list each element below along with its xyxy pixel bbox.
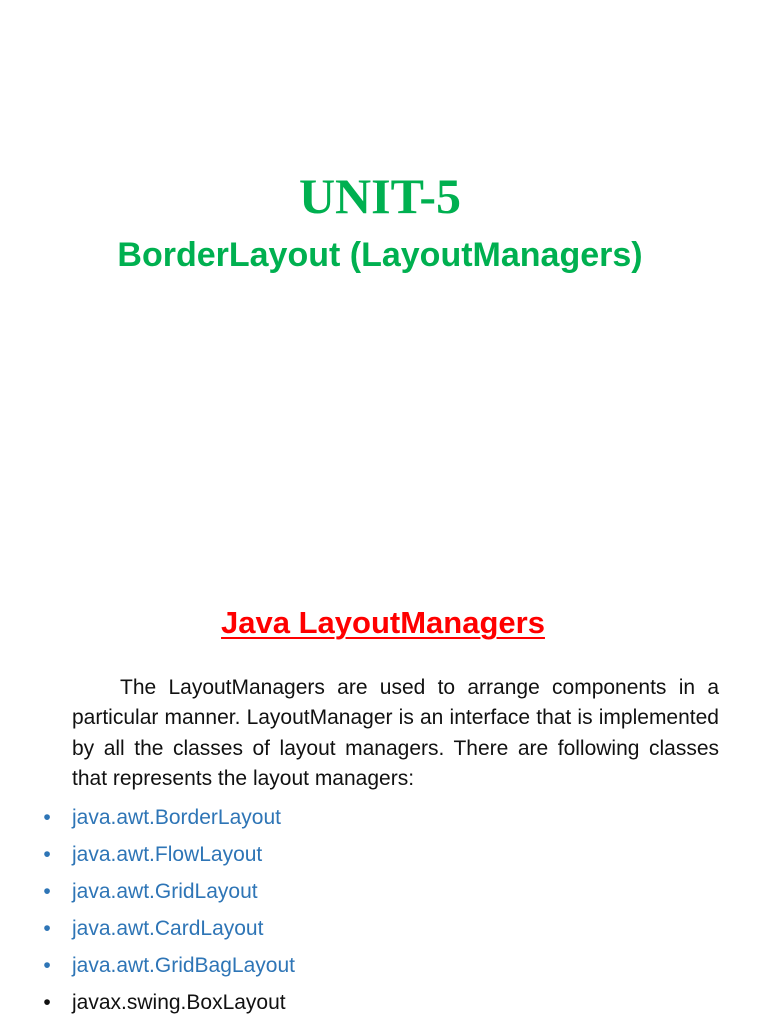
bullet-icon: • (43, 806, 51, 829)
list-item-label: java.awt.BorderLayout (72, 806, 281, 829)
list-item (40, 873, 740, 910)
list-item-label: java.awt.CardLayout (72, 917, 264, 940)
section-heading-text: Java LayoutManagers (221, 605, 545, 640)
unit-title: UNIT-5 (298, 168, 462, 224)
bullet-icon: • (43, 880, 51, 903)
list-item (40, 910, 740, 947)
bullet-icon: • (43, 843, 51, 866)
list-item (40, 984, 740, 1021)
intro-paragraph: The LayoutManagers are used to arrange components in a particular manner. LayoutManager is an interface that is implemented by all the classes of layout managers. There are following classes that represents the layout managers: (72, 676, 719, 790)
bullet-icon: • (43, 917, 51, 940)
bullet-icon: • (43, 991, 51, 1014)
list-item-label: java.awt.FlowLayout (72, 843, 263, 866)
list-item-label: javax.swing.BoxLayout (72, 991, 286, 1014)
list-item (40, 947, 740, 984)
section-heading (0, 602, 766, 644)
list-item (40, 836, 740, 873)
list-item-label: java.awt.GridBagLayout (72, 954, 295, 977)
unit-subtitle: BorderLayout (LayoutManagers) (117, 236, 643, 274)
list-item-label: java.awt.GridLayout (72, 880, 258, 903)
list-item (40, 799, 740, 836)
bullet-icon: • (43, 954, 51, 977)
layout-manager-list (40, 799, 740, 1021)
